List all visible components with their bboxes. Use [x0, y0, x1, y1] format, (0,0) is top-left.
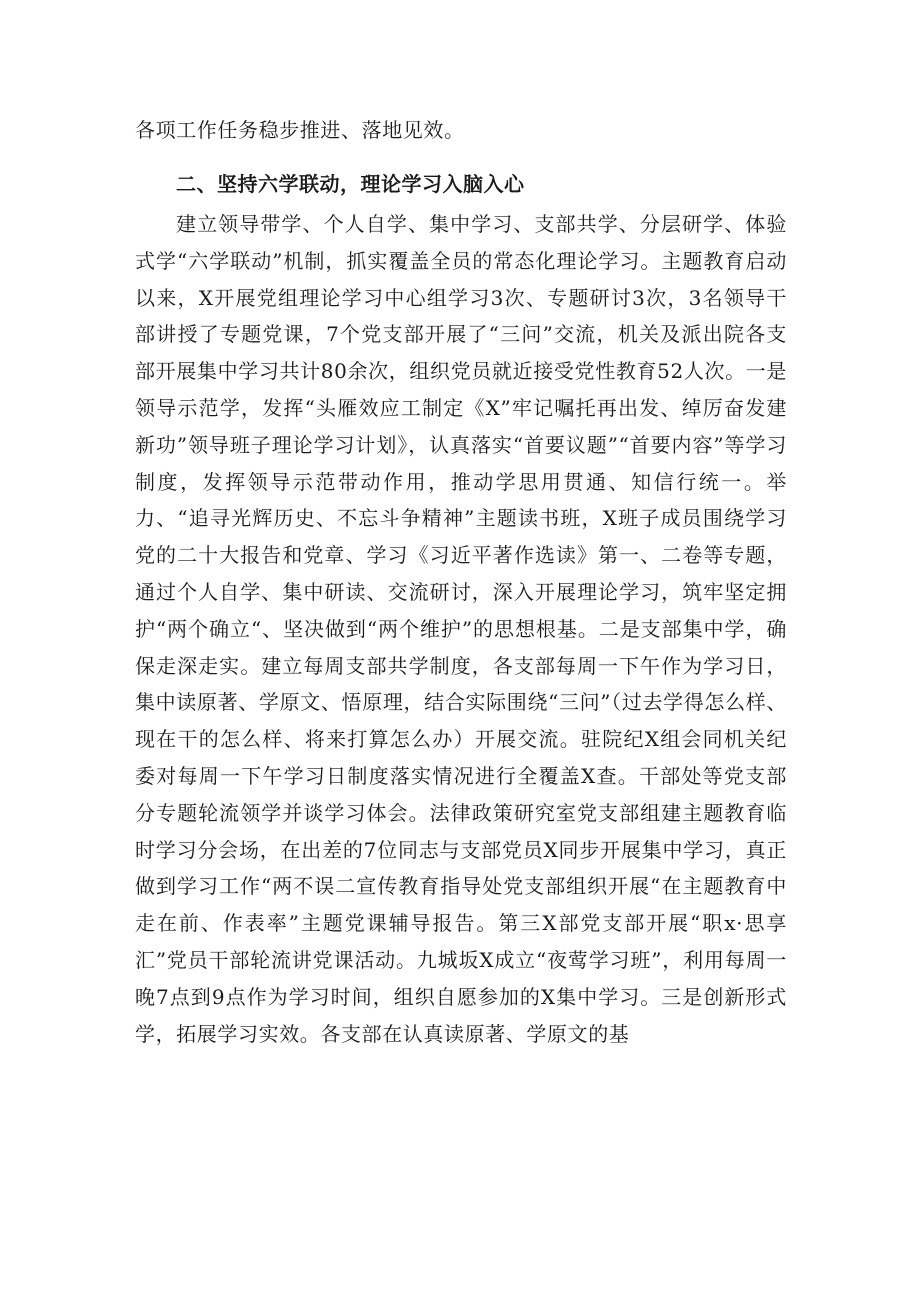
section-heading: 二、坚持六学联动，理论学习入脑入心: [176, 172, 525, 196]
body-paragraph: 建立领导带学、个人自学、集中学习、支部共学、分层研学、体验式学“六学联动”机制，抓实覆盖全员的常态化理论学习。主题教育启动以来，X开展党组理论学习中心组学习3次、专题研讨3次，3名领导干部讲授了专题党课，7个党支部开展了“三问”交流，机关及派出院各支部开展集中学习共计80余次，组织党员就近接受党性教育52人次。一是领导示范学，发挥“头雁效应工制定《X”牢记嘱托再出发、绰厉奋发建新功”领导班子理论学习计划》，认真落实“首要议题”“首要内容”等学习制度，发挥领导示范带动作用，推动学思用贯通、知信行统一。举力、“追寻光辉历史、不忘斗争精神”主题读书班，X班子成员围绕学习党的二十大报告和党章、学习《习近平著作选读》第一、二卷等专题，通过个人自学、集中研读、交流研讨，深入开展理论学习，筑牢坚定拥护“两个确立“、坚决做到“两个维护”的思想根基。二是支部集中学，确保走深走实。建立每周支部共学制度，各支部每周一下午作为学习日，集中读原著、学原文、悟原理，结合实际围绕“三问”（过去学得怎么样、现在干的怎么样、将来打算怎么办）开展交流。驻院纪X组会同机关纪委对每周一下午学习日制度落实情况进行全覆盖X查。干部处等党支部分专题轮流领学并谈学习体会。法律政策研究室党支部组建主题教育临时学习分会场，在出差的7位同志与支部党员X同步开展集中学习，真正做到学习工作“两不误二宣传教育指导处党支部组织开展“在主题教育中走在前、作表率”主题党课辅导报告。第三X部党支部开展“职x·思享汇”党员干部轮流讲党课活动。九城坂X成立“夜莺学习班”，利用每周一晚7点到9点作为学习时间，组织自愿参加的X集中学习。三是创新形式学，拓展学习实效。各支部在认真读原著、学原文的基: [135, 212, 787, 1046]
continuation-line: 各项工作任务稳步推进、落地见效。: [135, 118, 465, 142]
